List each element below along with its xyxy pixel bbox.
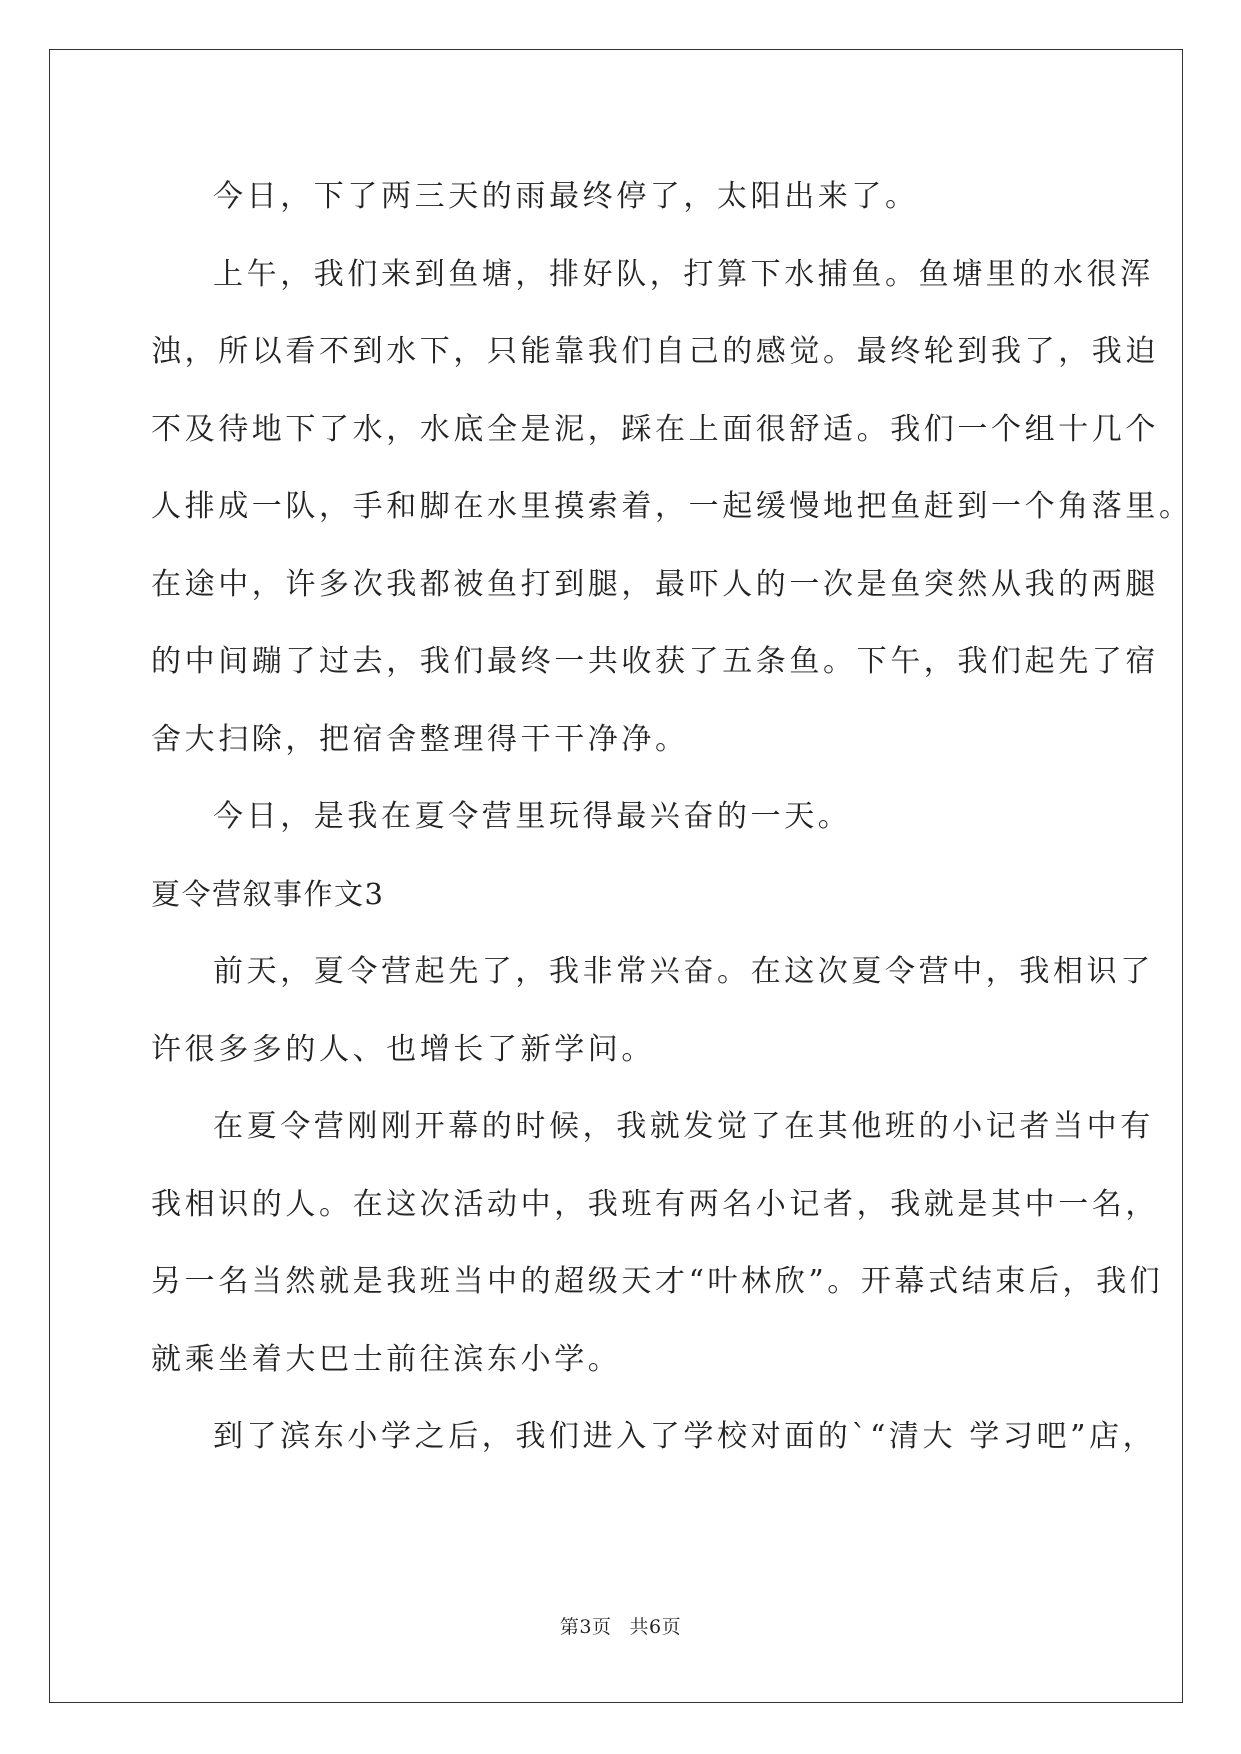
paragraph-line: 许很多多的人、也增长了新学问。 <box>151 1031 655 1067</box>
paragraph-line: 前天，夏令营起先了，我非常兴奋。在这次夏令营中，我相识了 <box>213 954 1154 989</box>
page-total: 共6页 <box>629 1616 682 1638</box>
paragraph-line: 我相识的人。在这次活动中，我班有两名小记者，我就是其中一名， <box>151 1186 1159 1222</box>
paragraph-line: 今日，是我在夏令营里玩得最兴奋的一天。 <box>213 799 852 834</box>
paragraph-line: 就乘坐着大巴士前往滨东小学。 <box>151 1341 622 1377</box>
paragraph-line: 在夏令营刚刚开幕的时候，我就发觉了在其他班的小记者当中有 <box>213 1109 1154 1144</box>
paragraph-line: 人排成一队，手和脚在水里摸索着，一起缓慢地把鱼赶到一个角落里。 <box>151 489 1193 524</box>
document-body <box>151 158 1193 1476</box>
paragraph-line: 的中间蹦了过去，我们最终一共收获了五条鱼。下午，我们起先了宿 <box>151 644 1159 679</box>
section-heading: 夏令营叙事作文3 <box>151 876 385 911</box>
paragraph-line: 上午，我们来到鱼塘，排好队，打算下水捕鱼。鱼塘里的水很浑 <box>213 256 1154 292</box>
paragraph-line: 到了滨东小学之后，我们进入了学校对面的`“清大 学习吧”店， <box>213 1419 1157 1454</box>
paragraph-line: 不及待地下了水，水底全是泥，踩在上面很舒适。我们一个组十几个 <box>151 411 1159 447</box>
paragraph-line: 舍大扫除，把宿舍整理得干干净净。 <box>151 721 689 757</box>
page-footer <box>0 1612 1241 1639</box>
page-number: 第3页 <box>559 1616 612 1638</box>
paragraph-line: 今日，下了两三天的雨最终停了，太阳出来了。 <box>213 179 919 214</box>
paragraph-line: 浊，所以看不到水下，只能靠我们自己的感觉。最终轮到我了，我迫 <box>151 334 1159 369</box>
paragraph-line: 在途中，许多次我都被鱼打到腿，最吓人的一次是鱼突然从我的两腿 <box>151 566 1159 602</box>
paragraph-line: 另一名当然就是我班当中的超级天才“叶林欣”。开幕式结束后，我们 <box>151 1264 1164 1299</box>
